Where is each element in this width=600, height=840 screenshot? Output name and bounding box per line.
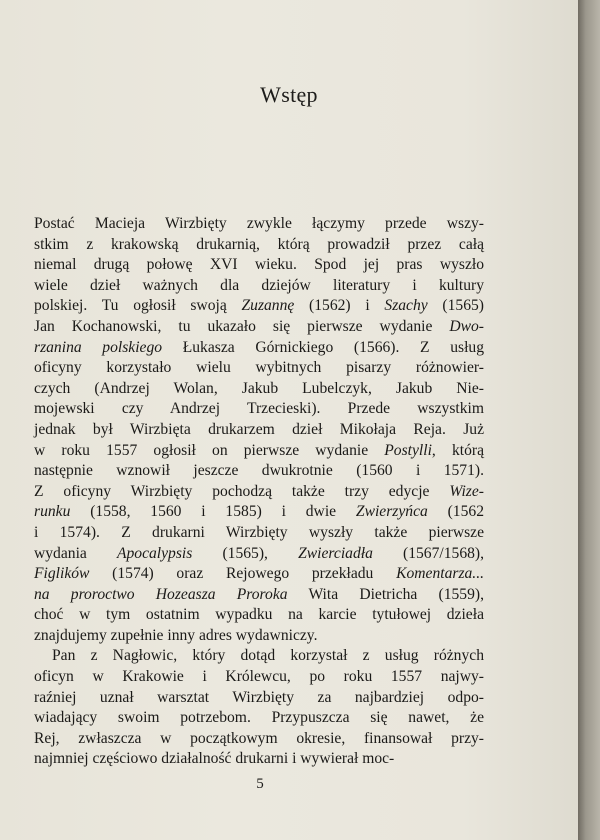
text-line: Pan z Nagłowic, który dotąd korzystał z usług różnych xyxy=(52,647,484,665)
text-line: niemal drugą połowę XVI wieku. Spod jej pras wyszło xyxy=(34,256,484,274)
text-line: i 1574). Z drukarni Wirzbięty wyszły także pierwsze xyxy=(34,523,484,541)
text-line: Postać Macieja Wirzbięty zwykle łączymy przede wszy- xyxy=(34,215,484,232)
text-line: raźniej uznał warsztat Wirzbięty za najbardziej odpo- xyxy=(34,688,484,706)
text-line: najmniej częściowo działalność drukarni i wywierał moc- xyxy=(34,750,395,768)
text-line: rzanina polskiego Łukasza Górnickiego (1566). Z usług xyxy=(34,338,484,356)
text-line: Jan Kochanowski, tu ukazało się pierwsze wydanie Dwo- xyxy=(34,317,484,335)
body-text xyxy=(34,214,484,770)
text-line: polskiej. Tu ogłosił swoją Zuzannę (1562) i Szachy (1565) xyxy=(34,297,484,315)
text-line: czych (Andrzej Wolan, Jakub Lubelczyk, Jakub Nie- xyxy=(34,379,484,397)
page-edge xyxy=(578,0,600,840)
text-line: mojewski czy Andrzej Trzecieski). Przede wszystkim xyxy=(34,400,484,418)
text-line: oficyny korzystało wielu wybitnych pisarzy różnowier- xyxy=(34,359,484,377)
text-line: Figlików (1574) oraz Rejowego przekładu Komentarza... xyxy=(34,565,484,583)
text-line: na proroctwo Hozeasza Proroka Wita Dietricha (1559), xyxy=(34,585,484,603)
text-line: jednak był Wirzbięta drukarzem dzieł Mikołaja Reja. Już xyxy=(34,420,484,438)
chapter-heading: Wstęp xyxy=(260,82,318,107)
text-line: w roku 1557 ogłosił on pierwsze wydanie Postylli, którą xyxy=(34,441,484,459)
text-line: Z oficyny Wirzbięty pochodzą także trzy edycje Wize- xyxy=(34,482,484,500)
page-number: 5 xyxy=(256,776,264,792)
text-line: Rej, zwłaszcza w początkowym okresie, finansował przy- xyxy=(34,729,484,747)
text-line: następnie wznowił jeszcze dwukrotnie (1560 i 1571). xyxy=(34,462,484,480)
text-line: wiele dzieł ważnych dla dziejów literatury i kultury xyxy=(34,276,484,294)
text-line: znajdujemy zupełnie inny adres wydawniczy. xyxy=(34,626,318,644)
text-line: wydania Apocalypsis (1565), Zwierciadła (1567/1568), xyxy=(34,544,484,562)
text-line: oficyn w Krakowie i Królewcu, po roku 1557 najwy- xyxy=(34,668,484,686)
text-line: runku (1558, 1560 i 1585) i dwie Zwierzyńca (1562 xyxy=(34,503,484,521)
text-line: choć w tym ostatnim wypadku na karcie tytułowej dzieła xyxy=(34,606,484,624)
text-line: wiadający swoim potrzebom. Przypuszcza się nawet, że xyxy=(34,709,484,727)
text-line: stkim z krakowską drukarnią, którą prowadził przez całą xyxy=(34,235,484,253)
